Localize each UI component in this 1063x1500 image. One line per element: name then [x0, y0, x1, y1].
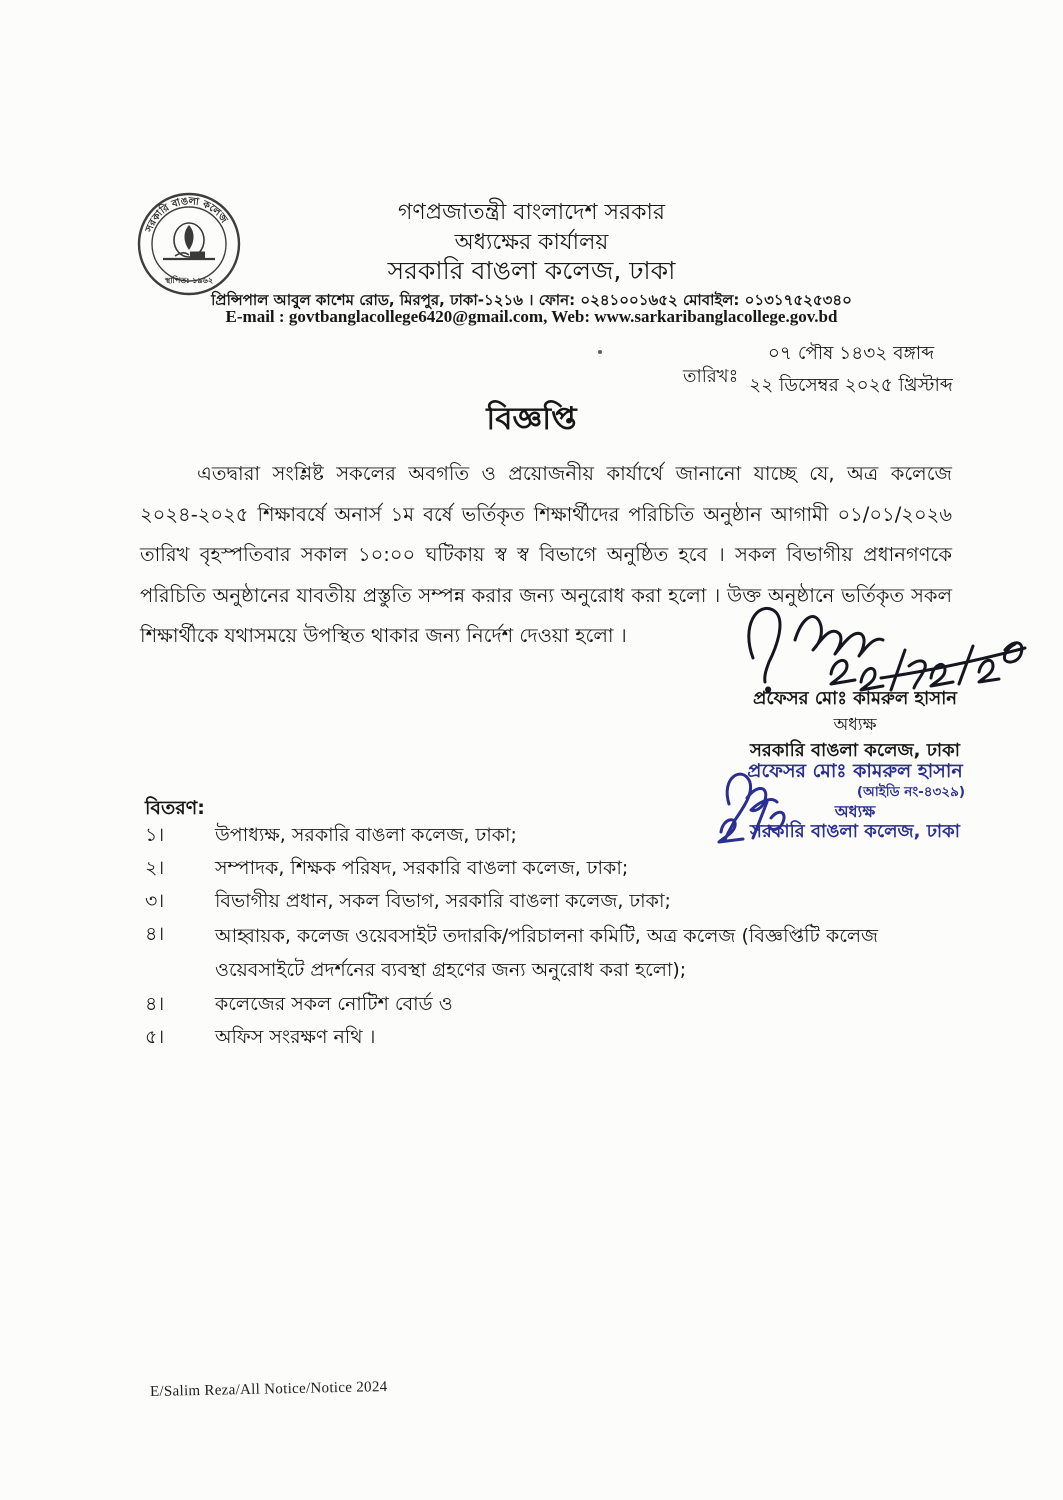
item-number: ৪। — [145, 923, 165, 945]
signatory-institution: সরকারি বাঙলা কলেজ, ঢাকা — [750, 740, 960, 761]
item-text: সম্পাদক, শিক্ষক পরিষদ, সরকারি বাঙলা কলেজ, ঢাকা; — [215, 857, 629, 879]
distribution-item — [145, 919, 957, 987]
seal-established-year: স্থাপিত: ১৯৬২ — [164, 276, 214, 285]
distribution-item — [145, 820, 957, 851]
stamp-id-number: (আইডি নং-৪৩২৯) — [856, 784, 965, 800]
distribution-item — [145, 886, 957, 917]
footer-file-reference: E/Salim Reza/All Notice/Notice 2024 — [149, 1379, 388, 1400]
item-number: ৪। — [145, 993, 165, 1015]
distribution-heading: বিতরণ: — [145, 797, 205, 819]
scan-speck-dot — [598, 350, 602, 354]
signatory-name: প্রফেসর মোঃ কামরুল হাসান — [752, 688, 958, 709]
header-office-line: অধ্যক্ষের কার্যালয় — [454, 230, 609, 255]
distribution-item — [145, 1022, 957, 1053]
item-number: ২। — [145, 857, 165, 879]
item-number: ৩। — [145, 890, 165, 912]
date-bangla-year: ০৭ পৌষ ১৪৩২ বঙ্গাব্দ — [767, 343, 935, 364]
distribution-list — [145, 820, 957, 1055]
header-email-web: E-mail : govtbanglacollege6420@gmail.com, Web: www.sarkaribanglacollege.gov.bd — [225, 307, 838, 326]
item-text: কলেজের সকল নোটিশ বোর্ড ও — [215, 993, 453, 1015]
date-block — [745, 341, 957, 398]
distribution-item — [145, 989, 957, 1020]
notice-title: বিজ্ঞপ্তি — [486, 401, 577, 437]
date-label: তারিখঃ — [683, 366, 739, 387]
handwritten-signature — [735, 598, 1030, 693]
item-number: ৫। — [145, 1026, 165, 1048]
stamp-designation: অধ্যক্ষ — [834, 802, 876, 821]
item-text: বিভাগীয় প্রধান, সকল বিভাগ, সরকারি বাঙলা কলেজ, ঢাকা; — [215, 890, 671, 912]
distribution-item — [145, 853, 957, 884]
stamp-name: প্রফেসর মোঃ কামরুল হাসান — [747, 760, 963, 782]
seal-college-name: সরকারি বাঙলা কলেজ — [143, 195, 230, 234]
header-address-phone: প্রিন্সিপাল আবুল কাশেম রোড, মিরপুর, ঢাকা-১২১৬ । ফোন: ০২৪১০০১৬৫২ মোবাইল: ০১৩১৭৫২৫৩৪০ — [211, 291, 852, 309]
signatory-designation: অধ্যক্ষ — [833, 715, 877, 735]
notice-body-paragraph: এতদ্বারা সংশ্লিষ্ট সকলের অবগতি ও প্রয়োজনীয় কার্যার্থে জানানো যাচ্ছে যে, অত্র কলেজে ২০২৪-২০২৫ শিক্ষাবর্ষে অনার্স ১ম বর্ষে ভর্তিকৃত শিক্ষার্থীদের পরিচিতি অনুষ্ঠান আগামী ০১/০১/২০২৬ তারিখ বৃহস্পতিবার সকাল ১০:০০ ঘটিকায় স্ব স্ব বিভাগে অনুষ্ঠিত হবে । সকল বিভাগীয় প্রধানগণকে পরিচিতি অনুষ্ঠানের যাবতীয় প্রস্তুতি সম্পন্ন করার জন্য অনুরোধ করা হলো । উক্ত অনুষ্ঠানে ভর্তিকৃত সকল শিক্ষার্থীকে যথাসময়ে উপস্থিত থাকার জন্য নির্দেশ দেওয়া হলো । — [140, 462, 952, 647]
date-gregorian: ২২ ডিসেম্বর ২০২৫ খ্রিস্টাব্দ — [749, 375, 953, 396]
item-text: উপাধ্যক্ষ, সরকারি বাঙলা কলেজ, ঢাকা; — [215, 824, 517, 846]
item-text: অফিস সংরক্ষণ নথি । — [215, 1026, 376, 1048]
header-college-name: সরকারি বাঙলা কলেজ, ঢাকা — [387, 256, 676, 285]
item-number: ১। — [145, 824, 165, 846]
stamp-institution: সরকারি বাঙলা কলেজ, ঢাকা — [750, 821, 960, 842]
item-text: আহ্বায়ক, কলেজ ওয়েবসাইট তদারকি/পরিচালনা কমিটি, অত্র কলেজ (বিজ্ঞপ্তিটি কলেজ ওয়েবসাইটে প্রদর্শনের ব্যবস্থা গ্রহণের জন্য অনুরোধ করা হলো); — [215, 925, 879, 981]
header-government-line: গণপ্রজাতন্ত্রী বাংলাদেশ সরকার — [397, 200, 666, 225]
